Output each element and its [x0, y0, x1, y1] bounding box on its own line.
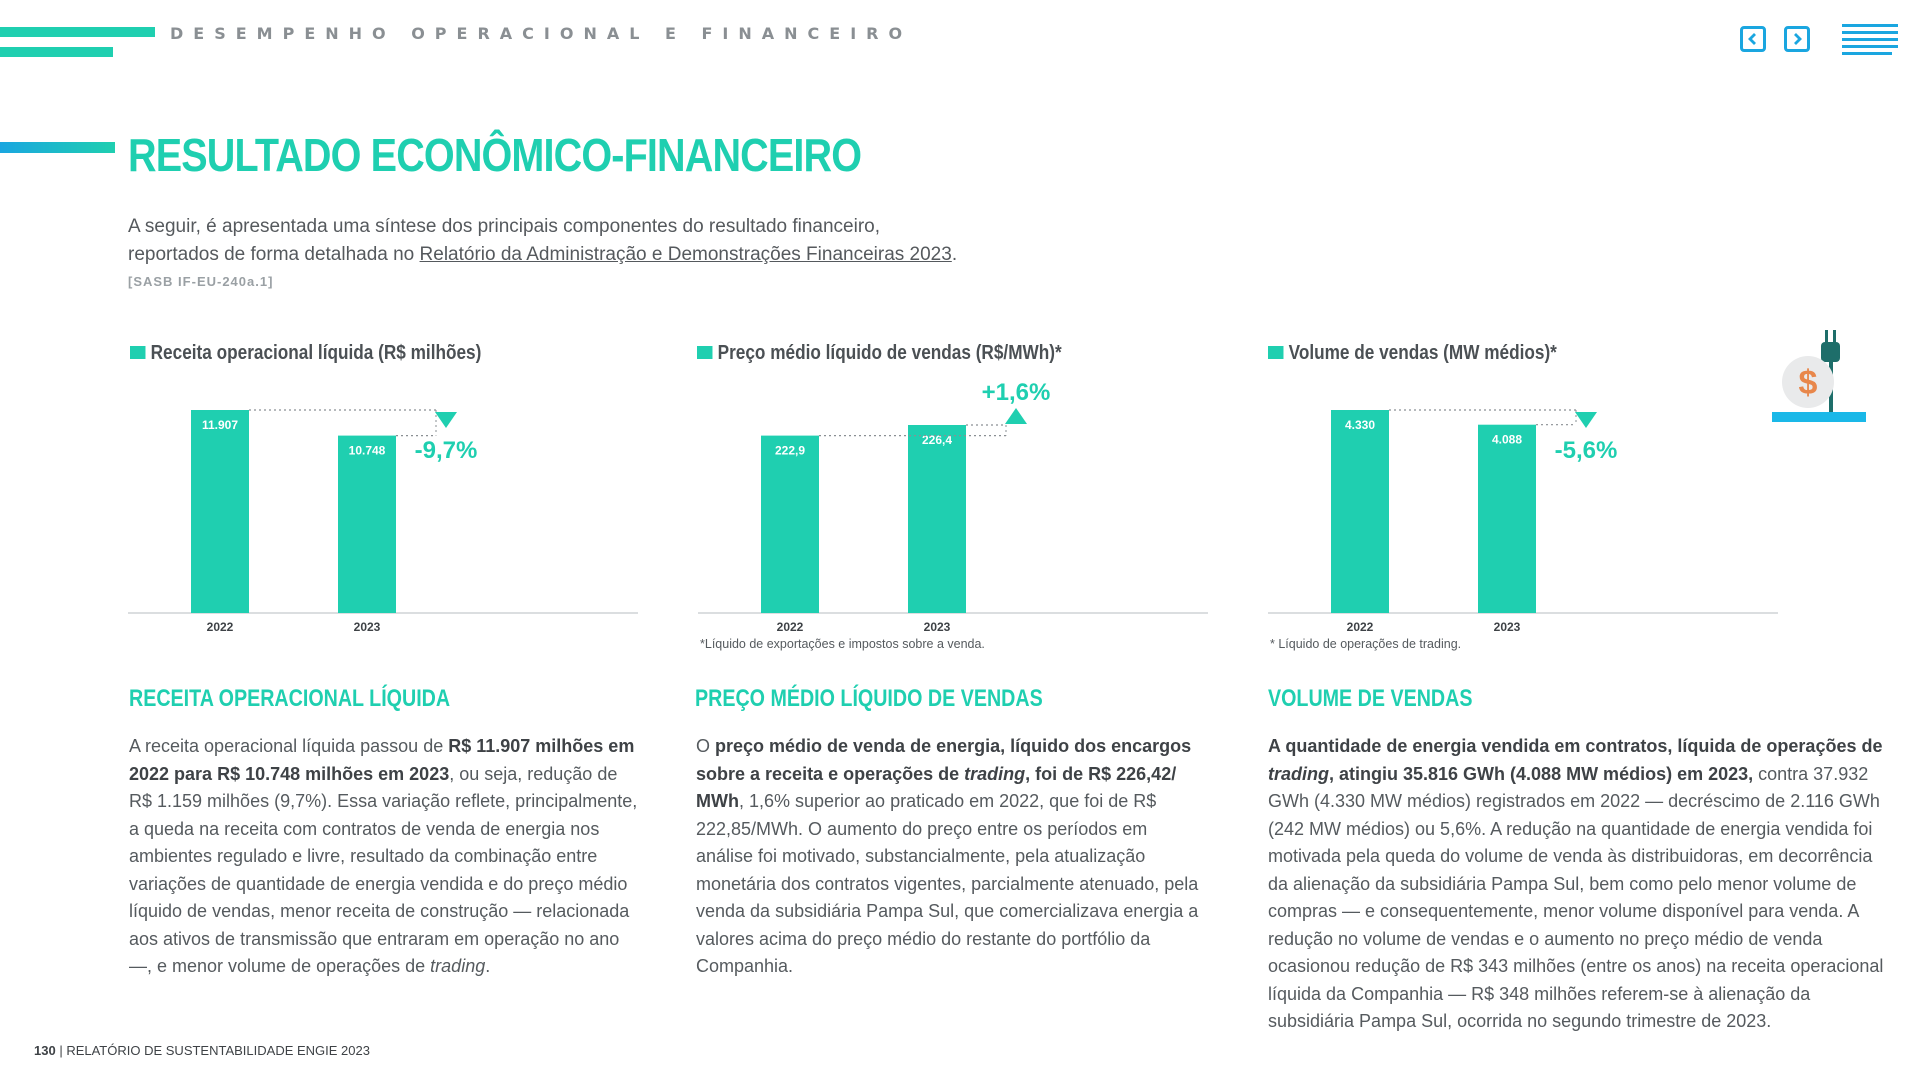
x-tick-label: 2022 [1346, 620, 1374, 634]
change-percent-label: +1,6% [981, 380, 1051, 406]
chart-volume [1268, 380, 1788, 640]
bar-2022 [761, 436, 819, 613]
report-name: RELATÓRIO DE SUSTENTABILIDADE ENGIE 2023 [66, 1043, 370, 1058]
bar-2023 [1478, 425, 1536, 613]
prev-page-button[interactable] [1740, 26, 1766, 52]
bar-value-label: 222,9 [774, 443, 806, 458]
x-tick-label: 2022 [776, 620, 804, 634]
change-percent-label: -5,6% [1554, 437, 1618, 464]
menu-lines-icon [1842, 24, 1898, 56]
bar-value-label: 10.748 [348, 443, 386, 458]
page-footer [34, 1043, 370, 1058]
section-kicker: DESEMPENHO OPERACIONAL E FINANCEIRO [170, 24, 913, 43]
chevron-left-icon [1746, 32, 1760, 46]
intro-text-2: reportados de forma detalhada no [128, 244, 420, 265]
x-tick-label: 2022 [206, 620, 234, 634]
legend-swatch [130, 346, 145, 359]
title-accent-bar [0, 142, 115, 153]
chart-2-title-text: Preço médio líquido de vendas (R$/MWh)* [717, 342, 1062, 364]
intro-text-end: . [951, 244, 958, 265]
change-arrow-down [435, 412, 457, 428]
legend-swatch [697, 346, 712, 359]
change-arrow-up [1005, 408, 1027, 424]
bar-value-label: 226,4 [921, 433, 953, 447]
bar-2022 [1331, 410, 1389, 613]
x-tick-label: 2023 [1493, 620, 1521, 634]
column-3-heading: VOLUME DE VENDAS [1268, 685, 1473, 712]
column-3-text: A quantidade de energia vendida em contratos, líquida de operações de trading, atingiu 35.816 GWh (4.088 MW médios) em 2023, contra 37.932 GWh (4.330 MW médios) registrados em 2022 — decréscimo de 2.116 GWh (242 MW médios) ou 5,6%. A redução na quantidade de energia vendida foi motivada pela queda do volume de venda às distribuidoras, em decorrência da alienação da subsidiária Pampa Sul, bem como pelo menor volume de compras — e consequentemente, menor volume disponível para venda. A redução no volume de vendas e o aumento no preço médio de venda ocasionou redução de R$ 343 milhões (entre os anos) na receita operacional líquida da Companhia — R$ 348 milhões referem-se à alienação da subsidiária Pampa Sul, ocorrida no segundo trimestre de 2023. [1268, 736, 1884, 1031]
column-2-text: O preço médio de venda de energia, líquido dos encargos sobre a receita e operações de trading, foi de R$ 226,42/ MWh, 1,6% superior ao praticado em 2022, que foi de R$ 222,85/MWh. O aumento do preço entre os períodos em análise foi motivado, substancialmente, pela atualização monetária dos contratos vigentes, parcialmente atenuado, pela venda da subsidiária Pampa Sul, que comercializava energia a valores acima do preço médio do restante do portfólio da Companhia. [696, 736, 1199, 976]
legend-swatch [1268, 346, 1283, 359]
page-number: 130 [34, 1043, 56, 1058]
column-1-text: A receita operacional líquida passou de R$ 11.907 milhões em 2022 para R$ 10.748 milhões em 2023, ou seja, redução de R$ 1.159 milhões (9,7%). Essa variação reflete, principalmente, a queda na receita com contratos de venda de energia nos ambientes regulado e livre, resultado da combinação entre variações de quantidade de energia vendida e do preço médio líquido de vendas, menor receita de construção — relacionada aos ativos de transmissão que entraram em operação no ano —, e menor volume de operações de trading. [129, 736, 638, 976]
intro-text-1: A seguir, é apresentada uma síntese dos principais componentes do resultado financeiro, [128, 216, 881, 237]
chart-3-title [1268, 342, 1557, 365]
menu-button[interactable] [1842, 24, 1898, 56]
chart-2-title [697, 342, 1062, 365]
chart-preco [698, 380, 1218, 640]
report-link[interactable]: Relatório da Administração e Demonstrações Financeiras 2023 [419, 244, 952, 265]
next-page-button[interactable] [1784, 26, 1810, 52]
column-1-heading: RECEITA OPERACIONAL LÍQUIDA [129, 685, 451, 712]
change-arrow-down [1575, 412, 1597, 428]
bar-value-label: 11.907 [201, 418, 239, 432]
chevron-right-icon [1790, 32, 1804, 46]
chart-1-title-text: Receita operacional líquida (R$ milhões) [150, 342, 482, 364]
x-tick-label: 2023 [353, 620, 381, 634]
chart-3-footnote: * Líquido de operações de trading. [1270, 637, 1462, 651]
sasb-reference: [SASB IF-EU-240a.1] [128, 274, 274, 289]
footer-separator: | [55, 1043, 67, 1058]
chart-1-title [130, 342, 481, 365]
intro-paragraph [128, 213, 1028, 269]
change-percent-label: -9,7% [414, 437, 478, 464]
bar-value-label: 4.088 [1491, 432, 1523, 447]
chart-receita [128, 380, 648, 640]
bar-value-label: 4.330 [1344, 418, 1376, 432]
chart-3-title-text: Volume de vendas (MW médios)* [1288, 342, 1557, 364]
page-title: RESULTADO ECONÔMICO-FINANCEIRO [128, 129, 862, 181]
bar-2023 [338, 436, 396, 613]
header-accent-bar-bottom [0, 47, 113, 57]
x-tick-label: 2023 [923, 620, 951, 634]
bar-2022 [191, 410, 249, 613]
dollar-glyph: $ [1798, 364, 1818, 402]
bar-2023 [908, 425, 966, 613]
column-2-heading: PREÇO MÉDIO LÍQUIDO DE VENDAS [695, 685, 1043, 712]
chart-2-footnote: *Líquido de exportações e impostos sobre a venda. [700, 637, 985, 651]
header-accent-bar-top [0, 27, 155, 37]
